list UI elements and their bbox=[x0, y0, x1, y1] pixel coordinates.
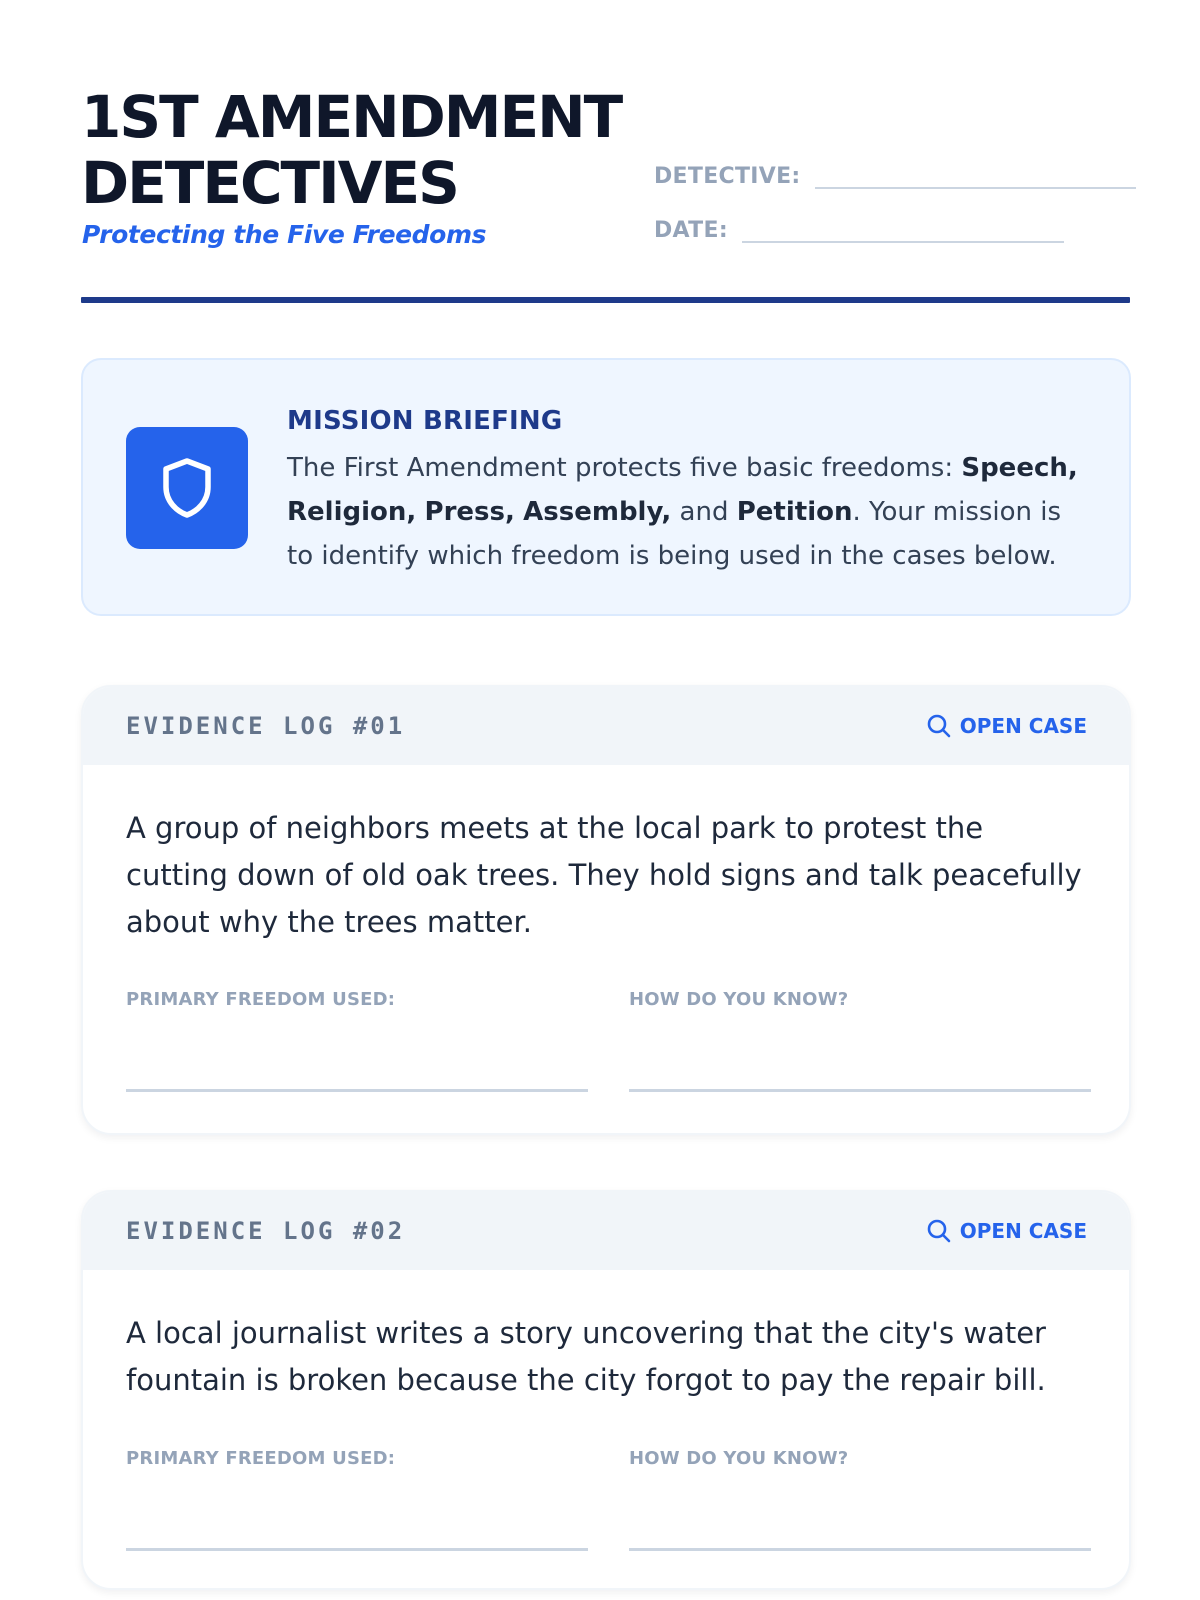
date-label: DATE: bbox=[654, 218, 728, 243]
how-do-you-know-answer-line[interactable] bbox=[629, 1548, 1091, 1551]
primary-freedom-answer-line[interactable] bbox=[126, 1548, 588, 1551]
freedom-religion: Religion, bbox=[287, 497, 417, 527]
evidence-card-header bbox=[83, 1192, 1129, 1270]
briefing-text bbox=[287, 446, 1087, 578]
case-description: A group of neighbors meets at the local park to protest the cutting down of old oak trees. They hold signs and talk peacefully about why the trees matter. bbox=[126, 811, 1082, 939]
freedom-petition: Petition bbox=[736, 497, 853, 527]
how-do-you-know-label: HOW DO YOU KNOW? bbox=[629, 1448, 849, 1469]
evidence-log-title: EVIDENCE LOG #02 bbox=[126, 1217, 406, 1245]
date-blank-line[interactable] bbox=[742, 241, 1064, 243]
evidence-card-header bbox=[83, 687, 1129, 765]
primary-freedom-answer-line[interactable] bbox=[126, 1089, 588, 1092]
detective-field[interactable] bbox=[654, 164, 1136, 189]
detective-blank-line[interactable] bbox=[815, 187, 1136, 189]
primary-freedom-label: PRIMARY FREEDOM USED: bbox=[126, 1448, 396, 1469]
shield-icon bbox=[126, 427, 248, 549]
briefing-and: and bbox=[671, 497, 737, 527]
briefing-outro: . Your mission is to identify which freedom is being used in the cases below. bbox=[287, 497, 1062, 571]
evidence-card bbox=[81, 1190, 1131, 1590]
page-subtitle: Protecting the Five Freedoms bbox=[82, 220, 487, 249]
detective-label: DETECTIVE: bbox=[654, 164, 801, 189]
mission-briefing-panel bbox=[81, 358, 1131, 616]
case-description: A local journalist writes a story uncovering that the city's water fountain is broken because the city forgot to pay the repair bill. bbox=[126, 1316, 1046, 1397]
primary-freedom-label: PRIMARY FREEDOM USED: bbox=[126, 989, 396, 1010]
search-icon bbox=[926, 1218, 952, 1244]
worksheet-header bbox=[81, 84, 1130, 306]
freedom-press: Press, bbox=[424, 497, 515, 527]
how-do-you-know-answer-line[interactable] bbox=[629, 1089, 1091, 1092]
freedom-assembly: Assembly, bbox=[523, 497, 672, 527]
briefing-title: MISSION BRIEFING bbox=[287, 406, 563, 436]
open-case-label: OPEN CASE bbox=[959, 714, 1087, 738]
how-do-you-know-label: HOW DO YOU KNOW? bbox=[629, 989, 849, 1010]
open-case-button[interactable] bbox=[926, 713, 1087, 739]
freedom-speech: Speech, bbox=[961, 453, 1078, 483]
open-case-label: OPEN CASE bbox=[959, 1219, 1087, 1243]
title-line-2: DETECTIVES bbox=[81, 149, 458, 217]
search-icon bbox=[926, 713, 952, 739]
header-divider bbox=[81, 297, 1130, 303]
open-case-button[interactable] bbox=[926, 1218, 1087, 1244]
date-field[interactable] bbox=[654, 218, 1064, 243]
evidence-card bbox=[81, 685, 1131, 1135]
evidence-log-title: EVIDENCE LOG #01 bbox=[126, 712, 406, 740]
page-title bbox=[81, 84, 701, 216]
title-line-1: 1ST AMENDMENT bbox=[81, 83, 622, 151]
briefing-intro: The First Amendment protects five basic freedoms: bbox=[287, 453, 962, 483]
